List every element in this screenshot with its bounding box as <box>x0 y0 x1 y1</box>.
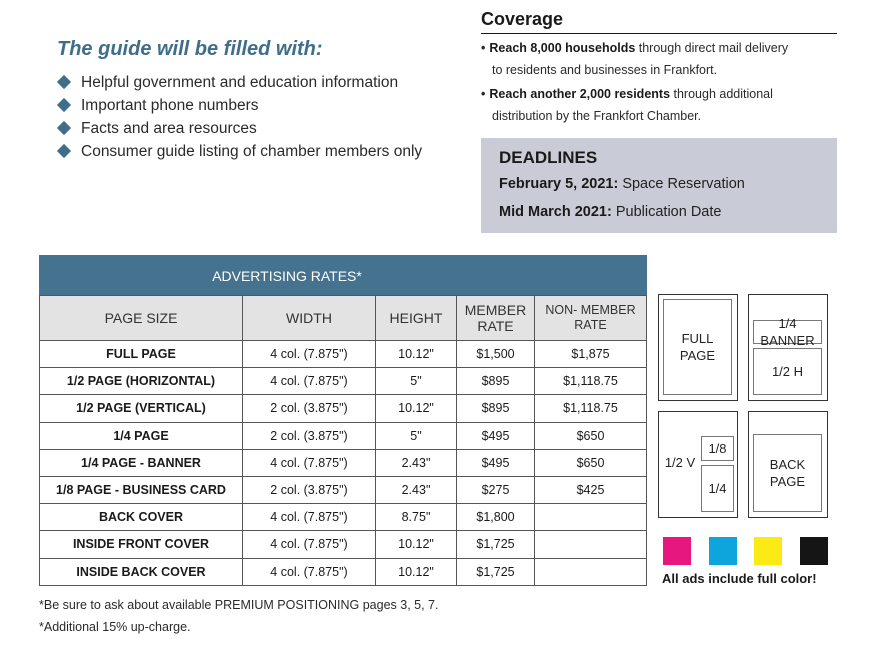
footnote: *Additional 15% up-charge. <box>39 620 191 634</box>
table-row: 1/2 PAGE (HORIZONTAL) 4 col. (7.875") 5" $895 $1,118.75 <box>40 368 647 395</box>
column-header: HEIGHT <box>376 296 457 341</box>
table-row: 1/2 PAGE (VERTICAL) 2 col. (3.875") 10.12" $895 $1,118.75 <box>40 395 647 422</box>
banner-half-diagram <box>748 294 828 401</box>
table-banner: ADVERTISING RATES* <box>40 256 535 296</box>
full-color-note: All ads include full color! <box>662 571 817 586</box>
column-header: MEMBER RATE <box>457 296 535 341</box>
half-horizontal-area: 1/2 H <box>753 348 822 395</box>
eighth-area: 1/8 <box>701 436 734 461</box>
full-page-diagram <box>658 294 738 401</box>
column-header: PAGE SIZE <box>40 296 243 341</box>
diamond-bullet-icon <box>57 144 71 158</box>
quarter-banner-area: 1/4 BANNER <box>753 320 822 344</box>
list-item: Consumer guide listing of chamber members only <box>57 140 422 163</box>
diamond-bullet-icon <box>57 121 71 135</box>
table-row: FULL PAGE 4 col. (7.875") 10.12" $1,500 $1,875 <box>40 341 647 368</box>
table-row: 1/4 PAGE - BANNER 4 col. (7.875") 2.43" $495 $650 <box>40 449 647 476</box>
table-row: 1/8 PAGE - BUSINESS CARD 2 col. (3.875") 2.43" $275 $425 <box>40 476 647 503</box>
magenta-swatch <box>663 537 691 565</box>
list-item: Helpful government and education information <box>57 71 422 94</box>
column-header: WIDTH <box>243 296 376 341</box>
table-banner-spacer <box>535 256 647 296</box>
back-page-area: BACK PAGE <box>753 434 822 512</box>
list-item: Facts and area resources <box>57 117 422 140</box>
deadline-row: Mid March 2021: Publication Date <box>499 204 722 220</box>
advertising-rates-table <box>39 255 647 586</box>
full-page-area: FULL PAGE <box>663 299 732 395</box>
deadlines-title: DEADLINES <box>499 148 598 167</box>
coverage-item: • Reach 8,000 households through direct mail delivery to residents and businesses in Frankfort. <box>481 41 789 77</box>
back-page-diagram <box>748 411 828 518</box>
diamond-bullet-icon <box>57 75 71 89</box>
bullet-icon: • <box>481 41 486 55</box>
table-row: BACK COVER 4 col. (7.875") 8.75" $1,800 <box>40 504 647 531</box>
diamond-bullet-icon <box>57 98 71 112</box>
deadlines-box <box>481 138 837 233</box>
yellow-swatch <box>754 537 782 565</box>
footnote: *Be sure to ask about available PREMIUM POSITIONING pages 3, 5, 7. <box>39 598 439 612</box>
coverage-item: • Reach another 2,000 residents through additional distribution by the Frankfort Chamber. <box>481 87 773 123</box>
half-vertical-diagram <box>658 411 738 518</box>
list-item: Important phone numbers <box>57 94 422 117</box>
cyan-swatch <box>709 537 737 565</box>
coverage-divider <box>481 33 837 34</box>
half-vertical-label: 1/2 V <box>664 455 696 470</box>
bullet-icon: • <box>481 87 486 101</box>
table-row: INSIDE FRONT COVER 4 col. (7.875") 10.12" $1,725 <box>40 531 647 558</box>
table-row: 1/4 PAGE 2 col. (3.875") 5" $495 $650 <box>40 422 647 449</box>
table-row: INSIDE BACK COVER 4 col. (7.875") 10.12" $1,725 <box>40 558 647 585</box>
black-swatch <box>800 537 828 565</box>
quarter-area: 1/4 <box>701 465 734 512</box>
guide-list <box>57 71 422 163</box>
coverage-title: Coverage <box>481 9 564 29</box>
deadline-row: February 5, 2021: Space Reservation <box>499 176 745 192</box>
guide-title: The guide will be filled with: <box>57 38 323 60</box>
column-header: NON- MEMBER RATE <box>535 296 647 341</box>
